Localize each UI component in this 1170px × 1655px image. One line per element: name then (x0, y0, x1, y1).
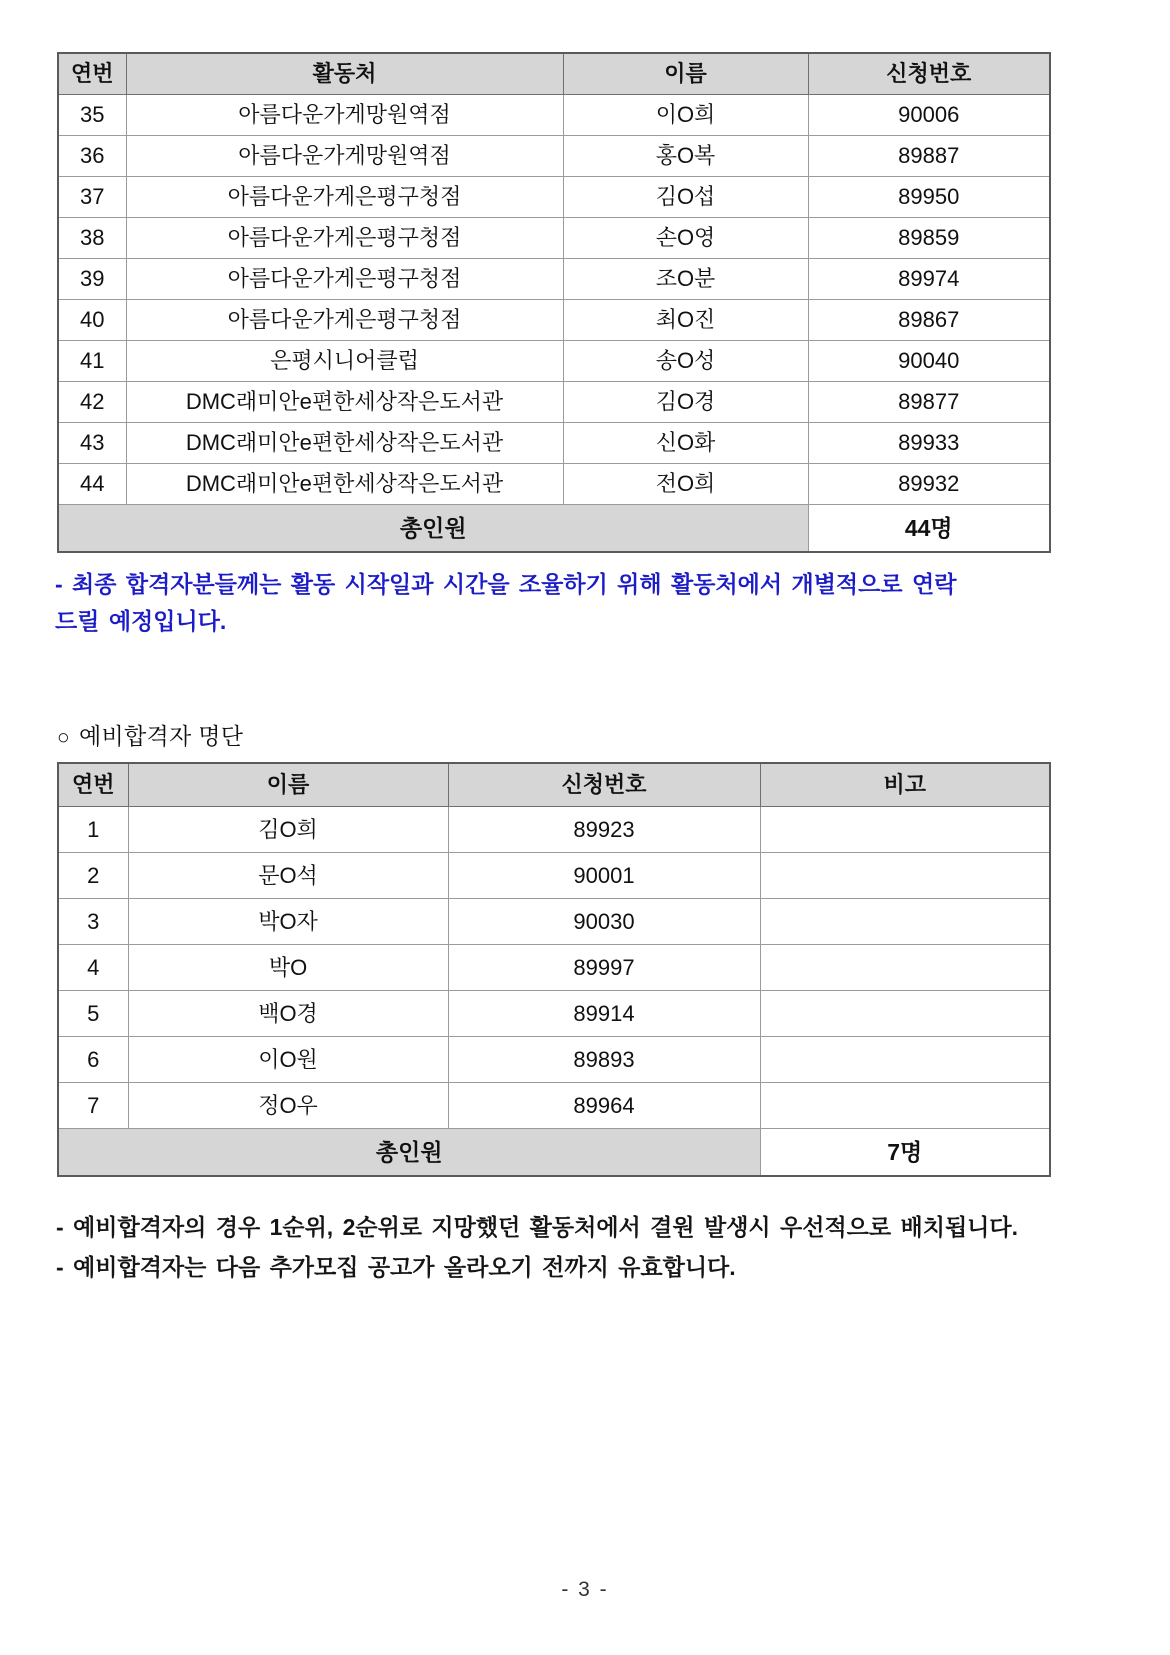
table-header-row (58, 53, 1050, 95)
cell-application-number: 90040 (808, 341, 1050, 382)
blue-notice (55, 566, 1067, 641)
cell-seq: 43 (58, 423, 126, 464)
circle-bullet-icon: ○ (57, 726, 70, 749)
table-row (58, 423, 1050, 464)
cell-note (760, 991, 1050, 1037)
total-count: 7명 (760, 1129, 1050, 1177)
table-row (58, 259, 1050, 300)
cell-activity-place: 아름다운가게은평구청점 (126, 300, 563, 341)
cell-name: 정O우 (128, 1083, 448, 1129)
blue-notice-line-2: 드릴 예정입니다. (55, 608, 227, 635)
cell-activity-place: DMC래미안e편한세상작은도서관 (126, 464, 563, 505)
cell-note (760, 807, 1050, 853)
table-row (58, 807, 1050, 853)
cell-seq: 6 (58, 1037, 128, 1083)
cell-application-number: 89914 (448, 991, 760, 1037)
footnote-line-2: - 예비합격자는 다음 추가모집 공고가 올라오기 전까지 유효합니다. (56, 1253, 736, 1280)
cell-seq: 2 (58, 853, 128, 899)
table-header-row (58, 763, 1050, 807)
table-row (58, 177, 1050, 218)
cell-seq: 44 (58, 464, 126, 505)
cell-application-number: 89887 (808, 136, 1050, 177)
cell-seq: 3 (58, 899, 128, 945)
cell-activity-place: 아름다운가게망원역점 (126, 136, 563, 177)
table-row (58, 853, 1050, 899)
table-row (58, 136, 1050, 177)
cell-seq: 7 (58, 1083, 128, 1129)
table-row (58, 300, 1050, 341)
total-label: 총인원 (58, 505, 808, 553)
cell-application-number: 90030 (448, 899, 760, 945)
total-row (58, 1129, 1050, 1177)
cell-note (760, 1083, 1050, 1129)
total-count: 44명 (808, 505, 1050, 553)
cell-application-number: 89893 (448, 1037, 760, 1083)
table-row (58, 341, 1050, 382)
waitlist-section-heading (57, 718, 243, 751)
cell-seq: 37 (58, 177, 126, 218)
cell-seq: 4 (58, 945, 128, 991)
column-header-appno: 신청번호 (448, 763, 760, 807)
footnotes (56, 1208, 1076, 1287)
cell-name: 손O영 (563, 218, 808, 259)
cell-activity-place: 아름다운가게망원역점 (126, 95, 563, 136)
column-header-name: 이름 (128, 763, 448, 807)
cell-name: 전O희 (563, 464, 808, 505)
cell-name: 김O섭 (563, 177, 808, 218)
cell-note (760, 945, 1050, 991)
table-row (58, 382, 1050, 423)
cell-activity-place: DMC래미안e편한세상작은도서관 (126, 423, 563, 464)
waitlist-table (57, 762, 1051, 1177)
column-header-name: 이름 (563, 53, 808, 95)
cell-application-number: 89964 (448, 1083, 760, 1129)
cell-seq: 1 (58, 807, 128, 853)
blue-notice-line-1: - 최종 합격자분들께는 활동 시작일과 시간을 조율하기 위해 활동처에서 개별적으로 연락 (55, 571, 957, 597)
cell-application-number: 90006 (808, 95, 1050, 136)
cell-application-number: 89932 (808, 464, 1050, 505)
table-row (58, 1083, 1050, 1129)
cell-activity-place: 은평시니어클럽 (126, 341, 563, 382)
cell-seq: 41 (58, 341, 126, 382)
table-row (58, 95, 1050, 136)
cell-application-number: 89859 (808, 218, 1050, 259)
waitlist-section-heading-label: 예비합격자 명단 (78, 723, 244, 749)
cell-note (760, 1037, 1050, 1083)
cell-name: 박O (128, 945, 448, 991)
cell-name: 김O경 (563, 382, 808, 423)
cell-application-number: 89933 (808, 423, 1050, 464)
cell-name: 김O희 (128, 807, 448, 853)
table-row (58, 464, 1050, 505)
cell-name: 박O자 (128, 899, 448, 945)
table-row (58, 945, 1050, 991)
cell-name: 이O희 (563, 95, 808, 136)
cell-name: 송O성 (563, 341, 808, 382)
page-number: - 3 - (561, 1578, 609, 1601)
table-row (58, 1037, 1050, 1083)
cell-application-number: 89867 (808, 300, 1050, 341)
cell-application-number: 89877 (808, 382, 1050, 423)
cell-name: 이O원 (128, 1037, 448, 1083)
cell-name: 문O석 (128, 853, 448, 899)
cell-activity-place: 아름다운가게은평구청점 (126, 177, 563, 218)
cell-application-number: 89974 (808, 259, 1050, 300)
table-row (58, 991, 1050, 1037)
cell-name: 신O화 (563, 423, 808, 464)
cell-seq: 39 (58, 259, 126, 300)
total-label: 총인원 (58, 1129, 760, 1177)
cell-note (760, 853, 1050, 899)
cell-name: 홍O복 (563, 136, 808, 177)
cell-seq: 40 (58, 300, 126, 341)
cell-activity-place: DMC래미안e편한세상작은도서관 (126, 382, 563, 423)
cell-name: 최O진 (563, 300, 808, 341)
column-header-seq: 연번 (58, 763, 128, 807)
column-header-seq: 연번 (58, 53, 126, 95)
cell-seq: 38 (58, 218, 126, 259)
cell-application-number: 90001 (448, 853, 760, 899)
cell-application-number: 89923 (448, 807, 760, 853)
cell-activity-place: 아름다운가게은평구청점 (126, 259, 563, 300)
cell-application-number: 89950 (808, 177, 1050, 218)
cell-seq: 42 (58, 382, 126, 423)
cell-seq: 5 (58, 991, 128, 1037)
cell-seq: 36 (58, 136, 126, 177)
column-header-place: 활동처 (126, 53, 563, 95)
cell-note (760, 899, 1050, 945)
footnote-line-1: - 예비합격자의 경우 1순위, 2순위로 지망했던 활동처에서 결원 발생시 우선적으로 배치됩니다. (56, 1214, 1018, 1240)
table-row (58, 218, 1050, 259)
cell-seq: 35 (58, 95, 126, 136)
cell-name: 백O경 (128, 991, 448, 1037)
final-selected-list-table (57, 52, 1051, 553)
cell-application-number: 89997 (448, 945, 760, 991)
table-row (58, 899, 1050, 945)
cell-activity-place: 아름다운가게은평구청점 (126, 218, 563, 259)
column-header-appno: 신청번호 (808, 53, 1050, 95)
cell-name: 조O분 (563, 259, 808, 300)
column-header-note: 비고 (760, 763, 1050, 807)
total-row (58, 505, 1050, 553)
